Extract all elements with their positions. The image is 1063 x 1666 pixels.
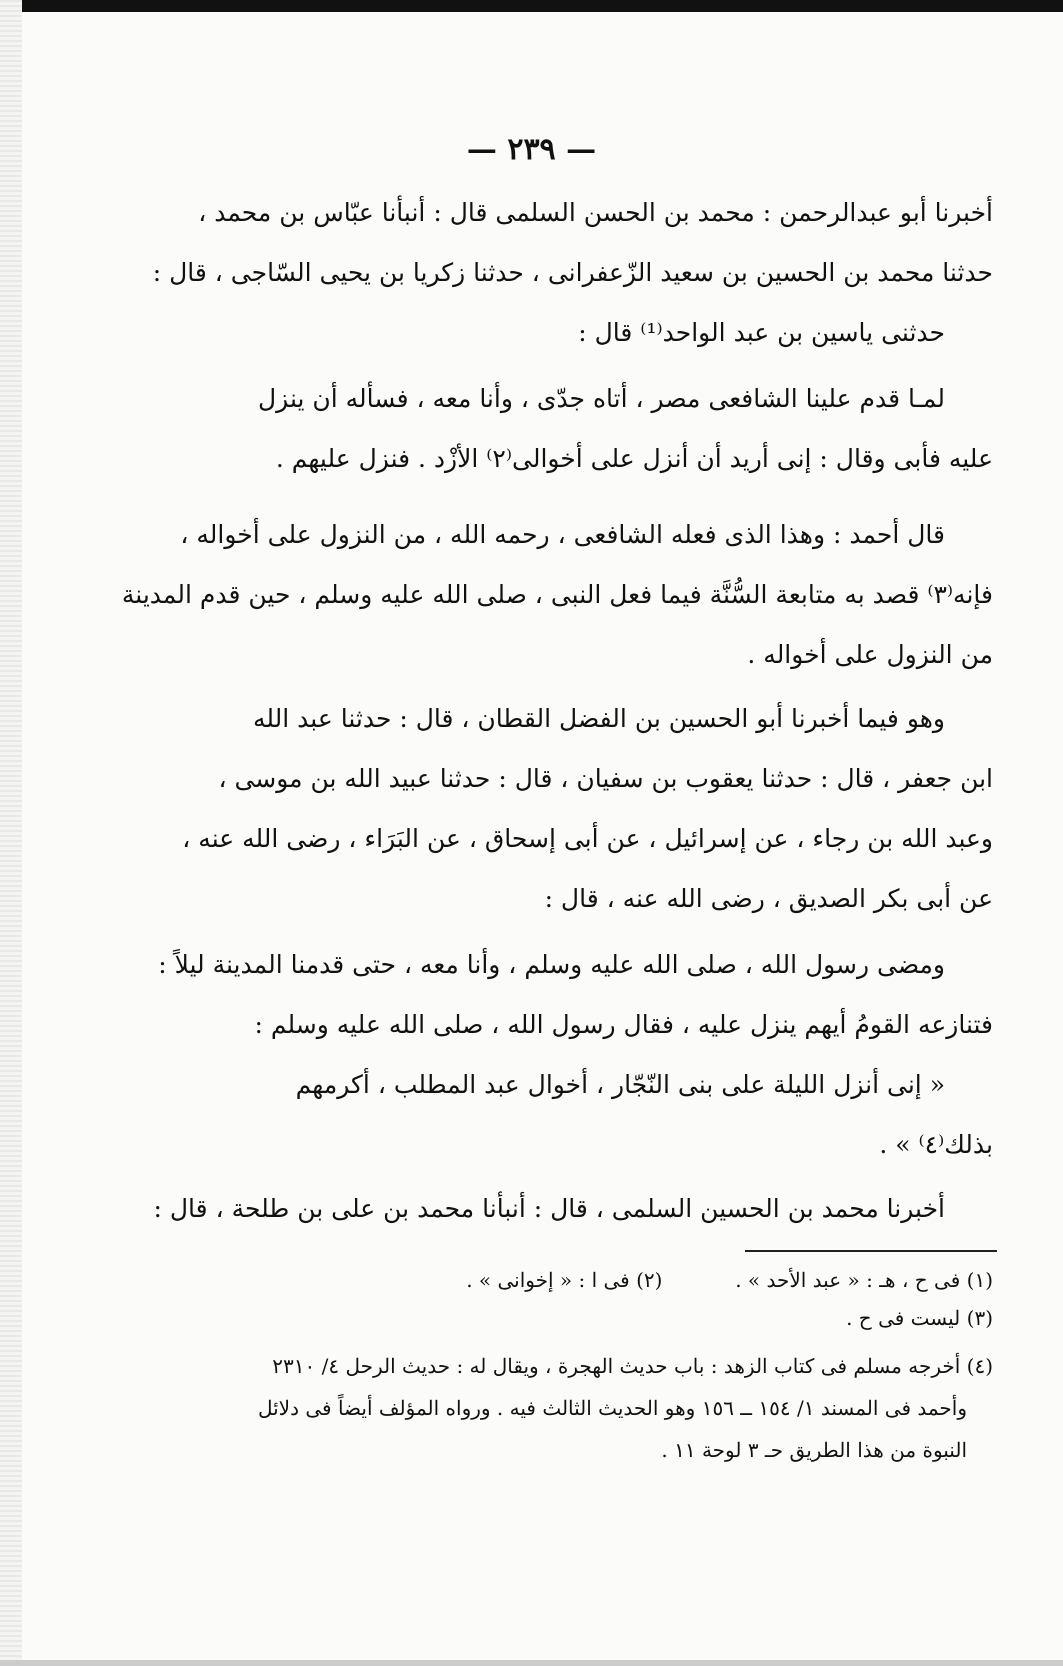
body-line: وعبد الله بن رجاء ، عن إسرائيل ، عن أبى إسحاق ، عن البَرَاء ، رضى الله عنه ، — [182, 824, 993, 853]
footnote-4-line-2: وأحمد فى المسند ١/ ١٥٤ ــ ١٥٦ وهو الحديث الثالث فيه . ورواه المؤلف أيضاً فى دلائل — [257, 1396, 967, 1420]
footnote-4-line-3: النبوة من هذا الطريق حـ ٣ لوحة ١١ . — [661, 1438, 967, 1462]
footnote-3: (٣) ليست فى ح . — [846, 1306, 993, 1330]
body-line: من النزول على أخواله . — [747, 640, 993, 669]
body-line: فإنه⁽٣⁾ قصد به متابعة السُّنَّة فيما فعل النبى ، صلى الله عليه وسلم ، حين قدم المدينة — [121, 580, 993, 609]
footnote-4-line-1: (٤) أخرجه مسلم فى كتاب الزهد : باب حديث الهجرة ، ويقال له : حديث الرحل ٤/ ٢٣١٠ — [272, 1354, 993, 1378]
body-line: بذلك⁽٤⁾ » . — [879, 1130, 993, 1159]
body-line: أخبرنا محمد بن الحسين السلمى ، قال : أنبأنا محمد بن على بن طلحة ، قال : — [153, 1194, 945, 1223]
body-line: لمـا قدم علينا الشافعى مصر ، أتاه جدّى ، وأنا معه ، فسأله أن ينزل — [258, 384, 945, 413]
footnote-separator — [745, 1250, 997, 1252]
body-line: ابن جعفر ، قال : حدثنا يعقوب بن سفيان ، قال : حدثنا عبيد الله بن موسى ، — [218, 764, 993, 793]
scan-bottom-edge — [0, 1660, 1063, 1666]
body-line: حدثنى ياسين بن عبد الواحد⁽¹⁾ قال : — [578, 318, 945, 347]
body-line: عن أبى بكر الصديق ، رضى الله عنه ، قال : — [544, 884, 993, 913]
body-line: أخبرنا أبو عبدالرحمن : محمد بن الحسن السلمى قال : أنبأنا عبّاس بن محمد ، — [198, 198, 993, 227]
body-line: « إنى أنزل الليلة على بنى النّجّار ، أخوال عبد المطلب ، أكرمهم — [295, 1070, 945, 1099]
body-line: عليه فأبى وقال : إنى أريد أن أنزل على أخوالى⁽٢⁾ الأزْد . فنزل عليهم . — [275, 444, 993, 473]
body-line: ومضى رسول الله ، صلى الله عليه وسلم ، وأنا معه ، حتى قدمنا المدينة ليلاً : — [158, 950, 945, 979]
scan-left-edge — [0, 0, 22, 1666]
body-line: حدثنا محمد بن الحسين بن سعيد الزّعفرانى ، حدثنا زكريا بن يحيى السّاجى ، قال : — [152, 258, 993, 287]
page-number: — ٢٣٩ — — [466, 132, 597, 167]
scan-top-border — [0, 0, 1063, 12]
body-line: فتنازعه القومُ أيهم ينزل عليه ، فقال رسول الله ، صلى الله عليه وسلم : — [254, 1010, 993, 1039]
footnote-1: (١) فى ح ، هـ : « عبد الأحد » . — [735, 1268, 993, 1292]
body-line: قال أحمد : وهذا الذى فعله الشافعى ، رحمه الله ، من النزول على أخواله ، — [180, 520, 945, 549]
footnote-2: (٢) فى ا : « إخوانى » . — [466, 1268, 663, 1292]
body-line: وهو فيما أخبرنا أبو الحسين بن الفضل القطان ، قال : حدثنا عبد الله — [252, 704, 945, 733]
footnote-row-1 — [203, 1268, 993, 1292]
